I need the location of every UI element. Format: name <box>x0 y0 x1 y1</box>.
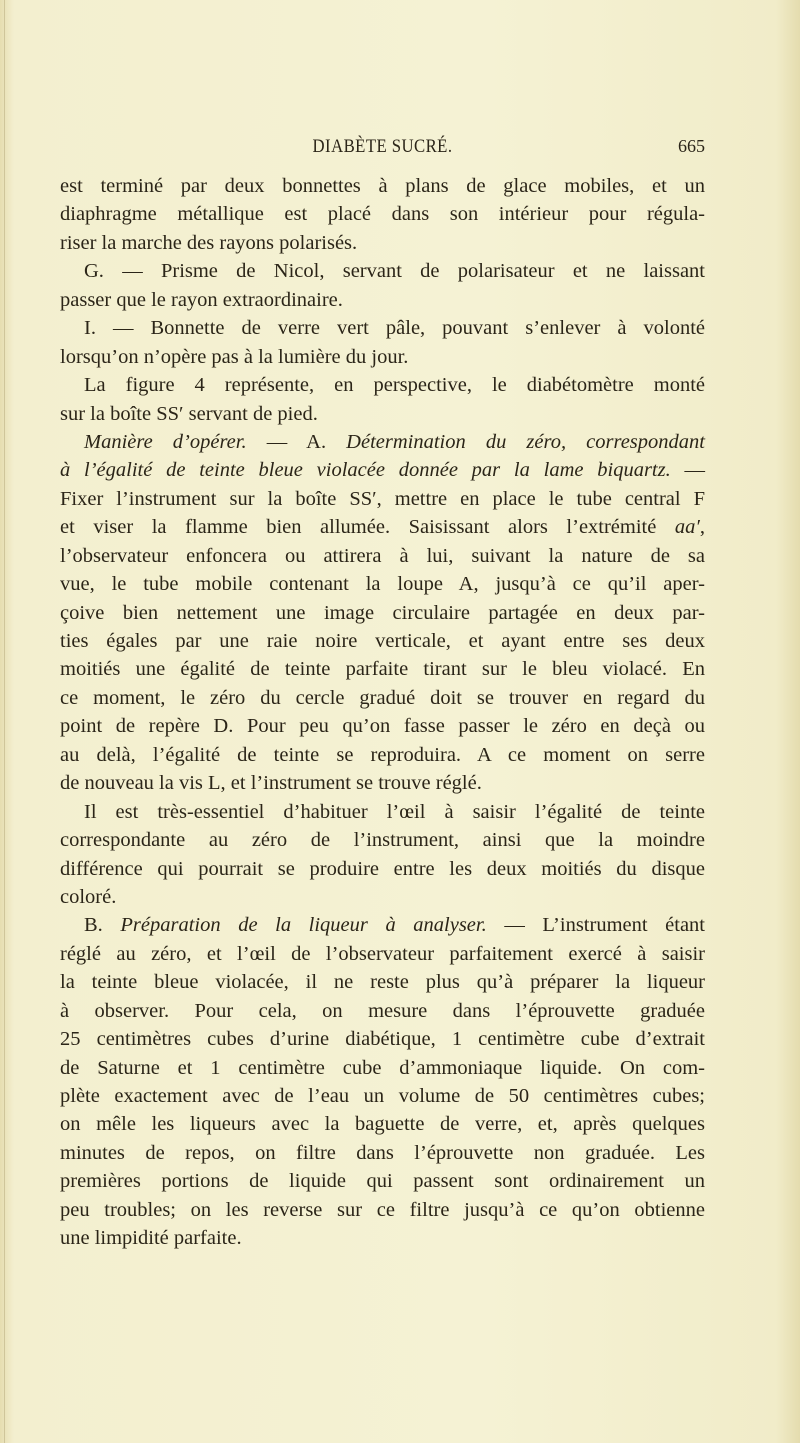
text-line <box>60 940 705 968</box>
text-line <box>60 485 705 513</box>
text-segment: G. — Prisme de Nicol, servant de polarisateur et ne laissant <box>84 260 705 283</box>
text-segment: correspondante au zéro de l’instrument, ainsi que la moindre <box>60 829 705 852</box>
italic-text: aa′ <box>674 516 700 539</box>
text-segment: sur la boîte SS′ servant de pied. <box>60 402 318 425</box>
text-line <box>60 456 705 484</box>
text-segment: une limpidité parfaite. <box>60 1227 242 1250</box>
text-line <box>60 684 705 712</box>
text-line <box>60 1082 705 1110</box>
text-segment: plète exactement avec de l’eau un volume de 50 centimètres cubes; <box>60 1085 705 1107</box>
text-line <box>60 855 705 883</box>
text-line <box>60 229 705 257</box>
page-number: 665 <box>678 136 705 156</box>
text-line <box>60 968 705 996</box>
text-line <box>60 542 705 570</box>
text-segment: , <box>699 516 705 539</box>
italic-text: à l’égalité de teinte bleue violacée donnée par la lame biquartz. <box>60 459 671 482</box>
text-line <box>60 570 705 598</box>
text-line <box>60 599 705 627</box>
text-segment: diaphragme métallique est placé dans son intérieur pour régula- <box>60 203 705 226</box>
text-line <box>60 286 705 314</box>
text-segment: lorsqu’on n’opère pas à la lumière du jour. <box>60 345 409 368</box>
text-segment: riser la marche des rayons polarisés. <box>60 231 358 254</box>
text-line <box>60 712 705 740</box>
text-line <box>60 200 705 228</box>
text-segment: minutes de repos, on filtre dans l’éprouvette non graduée. Les <box>60 1141 705 1164</box>
text-line <box>60 1196 705 1224</box>
text-segment: Fixer l’instrument sur la boîte SS′, mettre en place le tube central F <box>60 487 705 510</box>
text-line <box>60 1139 705 1167</box>
text-line <box>60 655 705 683</box>
text-segment: — A. <box>246 430 347 453</box>
text-segment: on mêle les liqueurs avec la baguette de verre, et, après quelques <box>60 1113 705 1136</box>
running-title: DIABÈTE SUCRÉ. <box>312 136 453 157</box>
text-segment: point de repère D. Pour peu qu’on fasse passer le zéro en deçà ou <box>60 715 705 738</box>
text-line <box>60 997 705 1025</box>
text-segment: est terminé par deux bonnettes à plans de glace mobiles, et un <box>60 175 705 197</box>
text-line <box>60 1054 705 1082</box>
text-segment: réglé au zéro, et l’œil de l’observateur parfaitement exercé à saisir <box>60 942 705 965</box>
text-segment: coloré. <box>60 885 117 908</box>
italic-text: Détermination du zéro, correspondant <box>346 430 705 453</box>
text-segment: — L’instrument étant <box>486 914 705 937</box>
text-line <box>60 428 705 456</box>
text-line <box>60 741 705 769</box>
text-line <box>60 172 705 200</box>
body-text <box>60 172 705 1253</box>
text-segment: à observer. Pour cela, on mesure dans l’éprouvette graduée <box>60 999 705 1022</box>
text-line <box>60 257 705 285</box>
text-line <box>60 1167 705 1195</box>
text-segment: peu troubles; on les reverse sur ce filtre jusqu’à ce qu’on obtienne <box>60 1198 705 1221</box>
italic-text: Manière d’opérer. <box>84 430 247 453</box>
text-segment: ce moment, le zéro du cercle gradué doit se trouver en regard du <box>60 686 705 709</box>
text-segment: de Saturne et 1 centimètre cube d’ammoniaque liquide. On com- <box>60 1056 705 1079</box>
text-segment: La figure 4 représente, en perspective, le diabétomètre monté <box>84 374 705 397</box>
text-segment: ties égales par une raie noire verticale, et ayant entre ses deux <box>60 630 705 652</box>
text-segment: premières portions de liquide qui passent sont ordinairement un <box>60 1170 705 1193</box>
text-segment: 25 centimètres cubes d’urine diabétique, 1 centimètre cube d’extrait <box>60 1028 705 1051</box>
text-line <box>60 769 705 797</box>
text-segment: la teinte bleue violacée, il ne reste plus qu’à préparer la liqueur <box>60 971 705 994</box>
text-segment: I. — Bonnette de verre vert pâle, pouvant s’enlever à volonté <box>84 317 705 340</box>
text-line <box>60 1025 705 1053</box>
text-segment: au delà, l’égalité de teinte se reproduira. A ce moment on serre <box>60 743 705 766</box>
text-segment: B. <box>84 914 121 937</box>
text-line <box>60 826 705 854</box>
text-line <box>60 371 705 399</box>
text-line <box>60 798 705 826</box>
text-line <box>60 883 705 911</box>
text-line <box>60 513 705 541</box>
text-segment: çoive bien nettement une image circulaire partagée en deux par- <box>60 601 705 624</box>
page-edge-line <box>4 0 5 1443</box>
text-line <box>60 400 705 428</box>
text-segment: de nouveau la vis L, et l’instrument se trouve réglé. <box>60 772 482 795</box>
text-segment: Il est très-essentiel d’habituer l’œil à saisir l’égalité de teinte <box>84 800 705 823</box>
text-segment: différence qui pourrait se produire entre les deux moitiés du disque <box>60 857 705 880</box>
text-segment: l’observateur enfoncera ou attirera à lui, suivant la nature de sa <box>60 544 705 567</box>
text-segment: — <box>670 459 706 482</box>
text-segment: et viser la flamme bien allumée. Saisissant alors l’extrémité <box>60 516 675 539</box>
text-line <box>60 911 705 939</box>
text-segment: moitiés une égalité de teinte parfaite tirant sur le bleu violacé. En <box>60 658 705 681</box>
italic-text: Préparation de la liqueur à analyser. <box>120 914 487 937</box>
page-header <box>60 136 705 162</box>
text-segment: passer que le rayon extraordinaire. <box>60 288 343 311</box>
text-line <box>60 343 705 371</box>
text-line <box>60 314 705 342</box>
text-segment: vue, le tube mobile contenant la loupe A, jusqu’à ce qu’il aper- <box>60 573 705 596</box>
text-line <box>60 1224 705 1252</box>
text-line <box>60 1110 705 1138</box>
text-line <box>60 627 705 655</box>
